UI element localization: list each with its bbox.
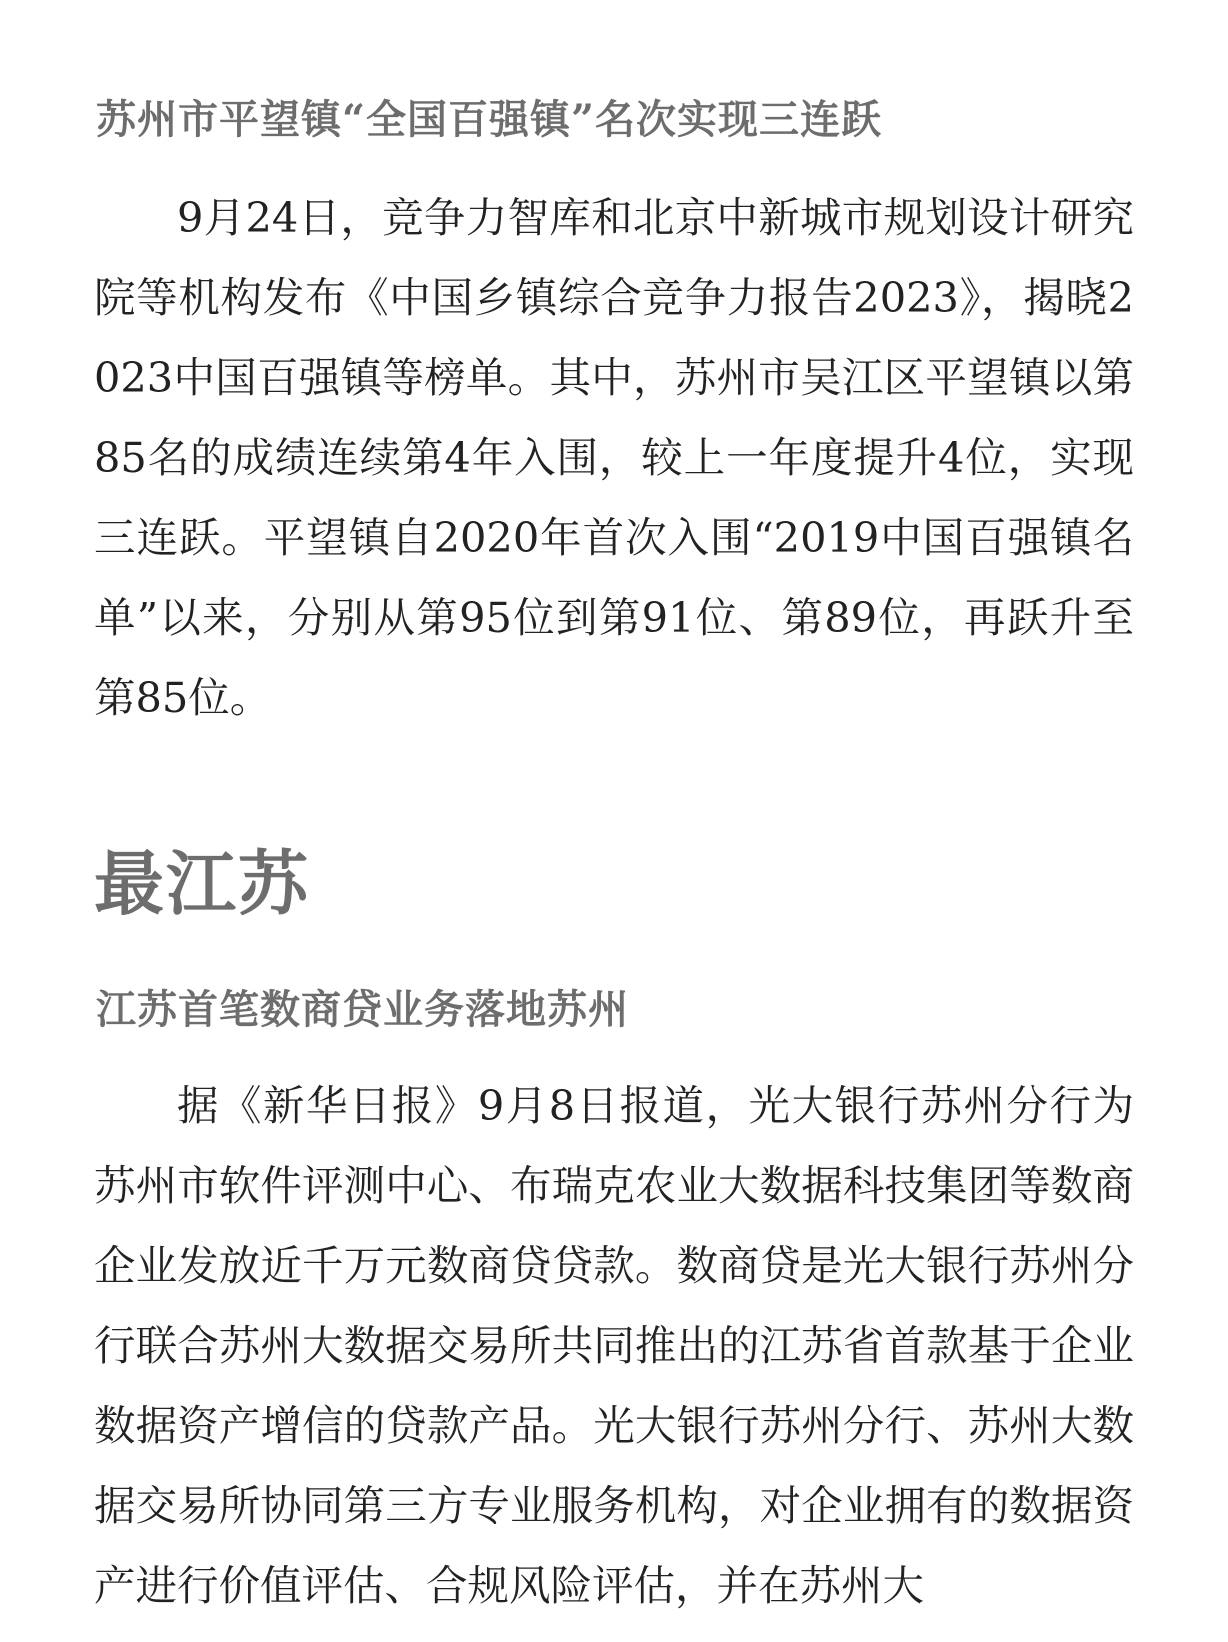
article-title-pingwang: 苏州市平望镇“全国百强镇”名次实现三连跃 [96,96,883,143]
article-body-pingwang: 9月24日，竞争力智库和北京中新城市规划设计研究院等机构发布《中国乡镇综合竞争力报告2023》，揭晓2023中国百强镇等榜单。其中，苏州市吴江区平望镇以第85名的成绩连续第4年入围，较上一年度提升4位，实现三连跃。平望镇自2020年首次入围“2019中国百强镇名单”以来，分别从第95位到第91位、第89位，再跃升至第85位。 [94,193,1134,722]
article-body-data-loan: 据《新华日报》9月8日报道，光大银行苏州分行为苏州市软件评测中心、布瑞克农业大数据科技集团等数商企业发放近千万元数商贷贷款。数商贷是光大银行苏州分行联合苏州大数据交易所共同推出的江苏省首款基于企业数据资产增信的贷款产品。光大银行苏州分行、苏州大数据交易所协同第三方专业服务机构，对企业拥有的数据资产进行价值评估、合规风险评估，并在苏州大 [94,1081,1134,1610]
section-heading: 最江苏 [94,843,310,925]
article-title-data-loan: 江苏首笔数商贷业务落地苏州 [96,986,629,1033]
